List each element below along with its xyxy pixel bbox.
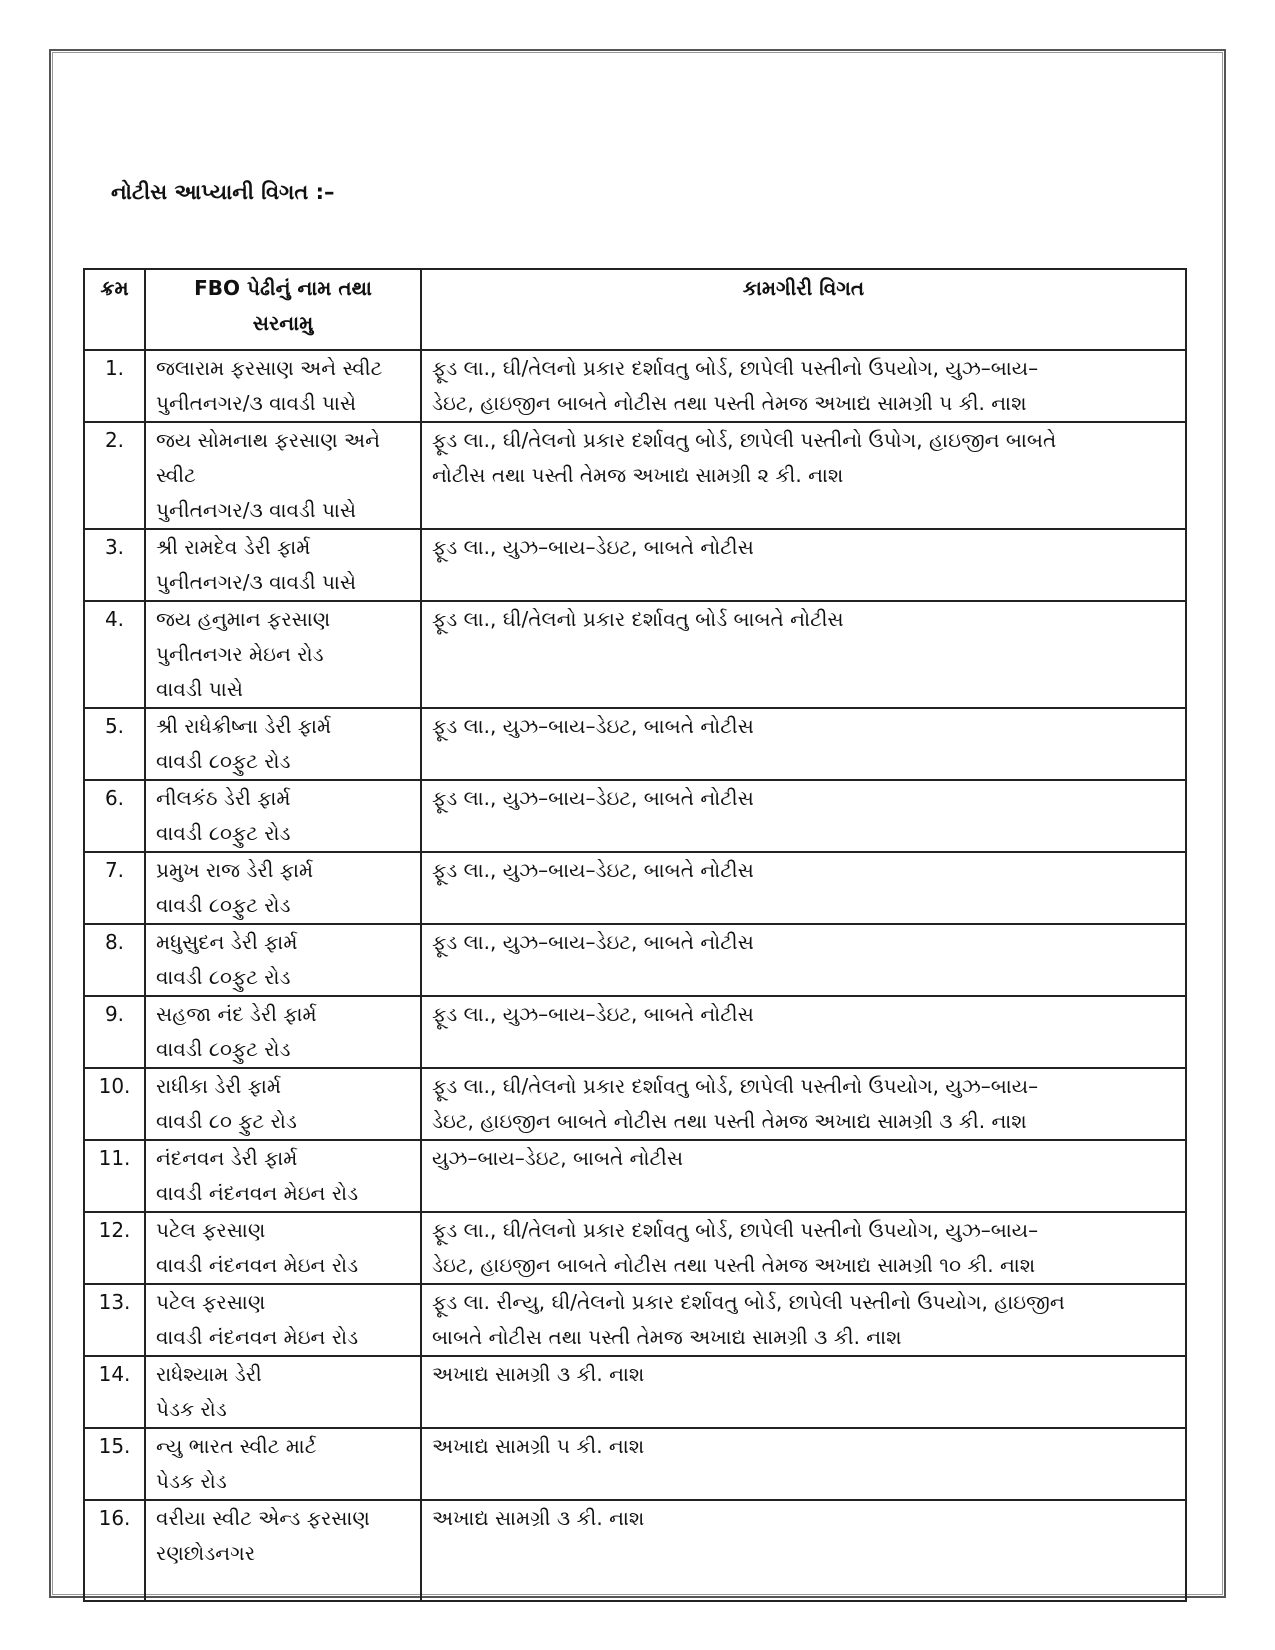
fbo-name-line: નંદનવન ડેરી ફાર્મ: [156, 1146, 298, 1170]
row-details: [421, 601, 1186, 708]
row-serial: 15.: [84, 1428, 145, 1500]
table-row: [84, 1140, 1186, 1212]
row-fbo-name: [145, 1356, 421, 1428]
header-fbo-name: [145, 269, 421, 350]
fbo-name-line: પટેલ ફરસાણ: [156, 1218, 266, 1242]
fbo-name-line: શ્રી રામદેવ ડેરી ફાર્મ: [156, 535, 311, 559]
row-serial: 6.: [84, 780, 145, 852]
row-serial: 1.: [84, 350, 145, 422]
table-row: [84, 422, 1186, 529]
details-line: નોટીસ તથા પસ્તી તેમજ અખાદ્ય સામગ્રી ૨ કી. નાશ: [432, 463, 844, 487]
row-details: [421, 1212, 1186, 1284]
row-details: [421, 1140, 1186, 1212]
row-fbo-name: [145, 708, 421, 780]
fbo-name-line: પ્રમુખ રાજ ડેરી ફાર્મ: [156, 858, 314, 882]
fbo-name-line: વાવડી ૮૦ફુટ રોડ: [156, 1037, 291, 1061]
details-line: ફૂડ લા., યુઝ–બાય–ડેઇટ, બાબતે નોટીસ: [432, 930, 754, 954]
row-serial: 2.: [84, 422, 145, 529]
row-fbo-name: [145, 852, 421, 924]
table-row: [84, 1212, 1186, 1284]
details-line: ફૂડ લા., યુઝ–બાય–ડેઇટ, બાબતે નોટીસ: [432, 858, 754, 882]
details-line: ફૂડ લા., ઘી/તેલનો પ્રકાર દર્શાવતુ બોર્ડ બાબતે નોટીસ: [432, 607, 844, 631]
page-title: નોટીસ આપ્યાની વિગત :–: [111, 180, 335, 204]
details-line: ફૂડ લા., ઘી/તેલનો પ્રકાર દર્શાવતુ બોર્ડ, છાપેલી પસ્તીનો ઉપયોગ, યુઝ–બાય–: [432, 1218, 1039, 1242]
table-row: [84, 1068, 1186, 1140]
row-details: [421, 1068, 1186, 1140]
fbo-name-line: વાવડી ૮૦ફુટ રોડ: [156, 749, 291, 773]
fbo-name-line: વાવડી ૮૦ફુટ રોડ: [156, 893, 291, 917]
row-details: [421, 1428, 1186, 1500]
row-serial: 7.: [84, 852, 145, 924]
details-line: ફૂડ લા., યુઝ–બાય–ડેઇટ, બાબતે નોટીસ: [432, 786, 754, 810]
row-details: [421, 1356, 1186, 1428]
details-line: ડેઇટ, હાઇજીન બાબતે નોટીસ તથા પસ્તી તેમજ અખાદ્ય સામગ્રી ૩ કી. નાશ: [432, 1109, 1027, 1133]
fbo-name-line: રાધીકા ડેરી ફાર્મ: [156, 1074, 282, 1098]
details-line: ફૂડ લા. રીન્યુ, ઘી/તેલનો પ્રકાર દર્શાવતુ બોર્ડ, છાપેલી પસ્તીનો ઉપયોગ, હાઇજીન: [432, 1290, 1065, 1314]
row-serial: 14.: [84, 1356, 145, 1428]
fbo-name-line: રણછોડનગર: [156, 1541, 256, 1565]
table-row: [84, 1356, 1186, 1428]
row-serial: 16.: [84, 1500, 145, 1601]
row-serial: 10.: [84, 1068, 145, 1140]
fbo-name-line: રાધેશ્યામ ડેરી: [156, 1362, 262, 1386]
table-row: [84, 529, 1186, 601]
table-row: [84, 1284, 1186, 1356]
table-row: [84, 780, 1186, 852]
fbo-name-line: જય હનુમાન ફરસાણ: [156, 607, 331, 631]
row-details: [421, 780, 1186, 852]
table-row: [84, 996, 1186, 1068]
row-details: [421, 422, 1186, 529]
fbo-name-line: સહજા નંદ ડેરી ફાર્મ: [156, 1002, 317, 1026]
header-serial: ક્રમ: [84, 269, 145, 350]
table-row: [84, 350, 1186, 422]
fbo-name-line: વરીયા સ્વીટ એન્ડ ફરસાણ: [156, 1506, 370, 1530]
table-header-row: [84, 269, 1186, 350]
fbo-name-line: જલારામ ફરસાણ અને સ્વીટ: [156, 356, 383, 380]
row-details: [421, 1284, 1186, 1356]
header-details: કામગીરી વિગત: [421, 269, 1186, 350]
row-serial: 13.: [84, 1284, 145, 1356]
fbo-name-line: પેડક રોડ: [156, 1469, 227, 1493]
row-serial: 12.: [84, 1212, 145, 1284]
fbo-name-line: વાવડી ૮૦ફુટ રોડ: [156, 821, 291, 845]
fbo-name-line: પુનીતનગર/૩ વાવડી પાસે: [156, 498, 357, 522]
row-fbo-name: [145, 924, 421, 996]
table-row: [84, 852, 1186, 924]
table-row: [84, 1428, 1186, 1500]
fbo-name-line: પુનીતનગર મેઇન રોડ: [156, 642, 324, 666]
fbo-name-line: વાવડી નંદનવન મેઇન રોડ: [156, 1181, 359, 1205]
fbo-name-line: વાવડી ૮૦ ફુટ રોડ: [156, 1109, 297, 1133]
row-fbo-name: [145, 1212, 421, 1284]
fbo-name-line: સ્વીટ: [156, 463, 196, 487]
details-line: ડેઇટ, હાઇજીન બાબતે નોટીસ તથા પસ્તી તેમજ અખાદ્ય સામગ્રી ૧૦ કી. નાશ: [432, 1253, 1036, 1277]
row-fbo-name: [145, 601, 421, 708]
fbo-name-line: વાવડી ૮૦ફુટ રોડ: [156, 965, 291, 989]
row-fbo-name: [145, 780, 421, 852]
fbo-name-line: પેડક રોડ: [156, 1397, 227, 1421]
notice-table: [83, 268, 1187, 1602]
details-line: ફૂડ લા., ઘી/તેલનો પ્રકાર દર્શાવતુ બોર્ડ, છાપેલી પસ્તીનો ઉપયોગ, યુઝ–બાય–: [432, 1074, 1039, 1098]
row-serial: 5.: [84, 708, 145, 780]
details-line: યુઝ–બાય–ડેઇટ, બાબતે નોટીસ: [432, 1146, 684, 1170]
fbo-name-line: જય સોમનાથ ફરસાણ અને: [156, 428, 380, 452]
table-row: [84, 601, 1186, 708]
fbo-name-line: વાવડી નંદનવન મેઇન રોડ: [156, 1253, 359, 1277]
fbo-name-line: પુનીતનગર/૩ વાવડી પાસે: [156, 570, 357, 594]
details-line: ફૂડ લા., ઘી/તેલનો પ્રકાર દર્શાવતુ બોર્ડ, છાપેલી પસ્તીનો ઉપયોગ, યુઝ–બાય–: [432, 356, 1039, 380]
fbo-name-line: પટેલ ફરસાણ: [156, 1290, 266, 1314]
row-serial: 9.: [84, 996, 145, 1068]
fbo-name-line: શ્રી રાધેક્રીષ્ના ડેરી ફાર્મ: [156, 714, 332, 738]
row-fbo-name: [145, 996, 421, 1068]
details-line: ફૂડ લા., ઘી/તેલનો પ્રકાર દર્શાવતુ બોર્ડ, છાપેલી પસ્તીનો ઉપોગ, હાઇજીન બાબતે: [432, 428, 1057, 452]
fbo-name-line: પુનીતનગર/૩ વાવડી પાસે: [156, 391, 357, 415]
details-line: ફૂડ લા., યુઝ–બાય–ડેઇટ, બાબતે નોટીસ: [432, 1002, 754, 1026]
fbo-name-line: ન્યુ ભારત સ્વીટ માર્ટ: [156, 1434, 317, 1458]
table-row: [84, 708, 1186, 780]
row-details: [421, 350, 1186, 422]
row-fbo-name: [145, 1284, 421, 1356]
header-fbo-line1: FBO પેઢીનું નામ તથા: [194, 276, 372, 300]
row-fbo-name: [145, 350, 421, 422]
row-serial: 3.: [84, 529, 145, 601]
row-serial: 8.: [84, 924, 145, 996]
row-fbo-name: [145, 1140, 421, 1212]
row-fbo-name: [145, 422, 421, 529]
row-fbo-name: [145, 1068, 421, 1140]
row-details: [421, 996, 1186, 1068]
fbo-name-line: નીલકંઠ ડેરી ફાર્મ: [156, 786, 291, 810]
details-line: અખાદ્ય સામગ્રી ૫ કી. નાશ: [432, 1434, 645, 1458]
fbo-name-line: વાવડી પાસે: [156, 677, 243, 701]
header-fbo-line2: સરનામુ: [252, 311, 314, 335]
row-serial: 11.: [84, 1140, 145, 1212]
row-details: [421, 708, 1186, 780]
details-line: ડેઇટ, હાઇજીન બાબતે નોટીસ તથા પસ્તી તેમજ અખાદ્ય સામગ્રી ૫ કી. નાશ: [432, 391, 1027, 415]
row-fbo-name: [145, 1500, 421, 1601]
details-line: બાબતે નોટીસ તથા પસ્તી તેમજ અખાદ્ય સામગ્રી ૩ કી. નાશ: [432, 1325, 902, 1349]
table-row: [84, 1500, 1186, 1601]
row-serial: 4.: [84, 601, 145, 708]
row-details: [421, 924, 1186, 996]
row-fbo-name: [145, 1428, 421, 1500]
row-details: [421, 529, 1186, 601]
row-fbo-name: [145, 529, 421, 601]
table-row: [84, 924, 1186, 996]
fbo-name-line: મધુસુદન ડેરી ફાર્મ: [156, 930, 298, 954]
fbo-name-line: વાવડી નંદનવન મેઇન રોડ: [156, 1325, 359, 1349]
details-line: ફૂડ લા., યુઝ–બાય–ડેઇટ, બાબતે નોટીસ: [432, 535, 754, 559]
details-line: ફૂડ લા., યુઝ–બાય–ડેઇટ, બાબતે નોટીસ: [432, 714, 754, 738]
details-line: અખાદ્ય સામગ્રી ૩ કી. નાશ: [432, 1506, 645, 1530]
row-details: [421, 1500, 1186, 1601]
row-details: [421, 852, 1186, 924]
details-line: અખાદ્ય સામગ્રી ૩ કી. નાશ: [432, 1362, 645, 1386]
